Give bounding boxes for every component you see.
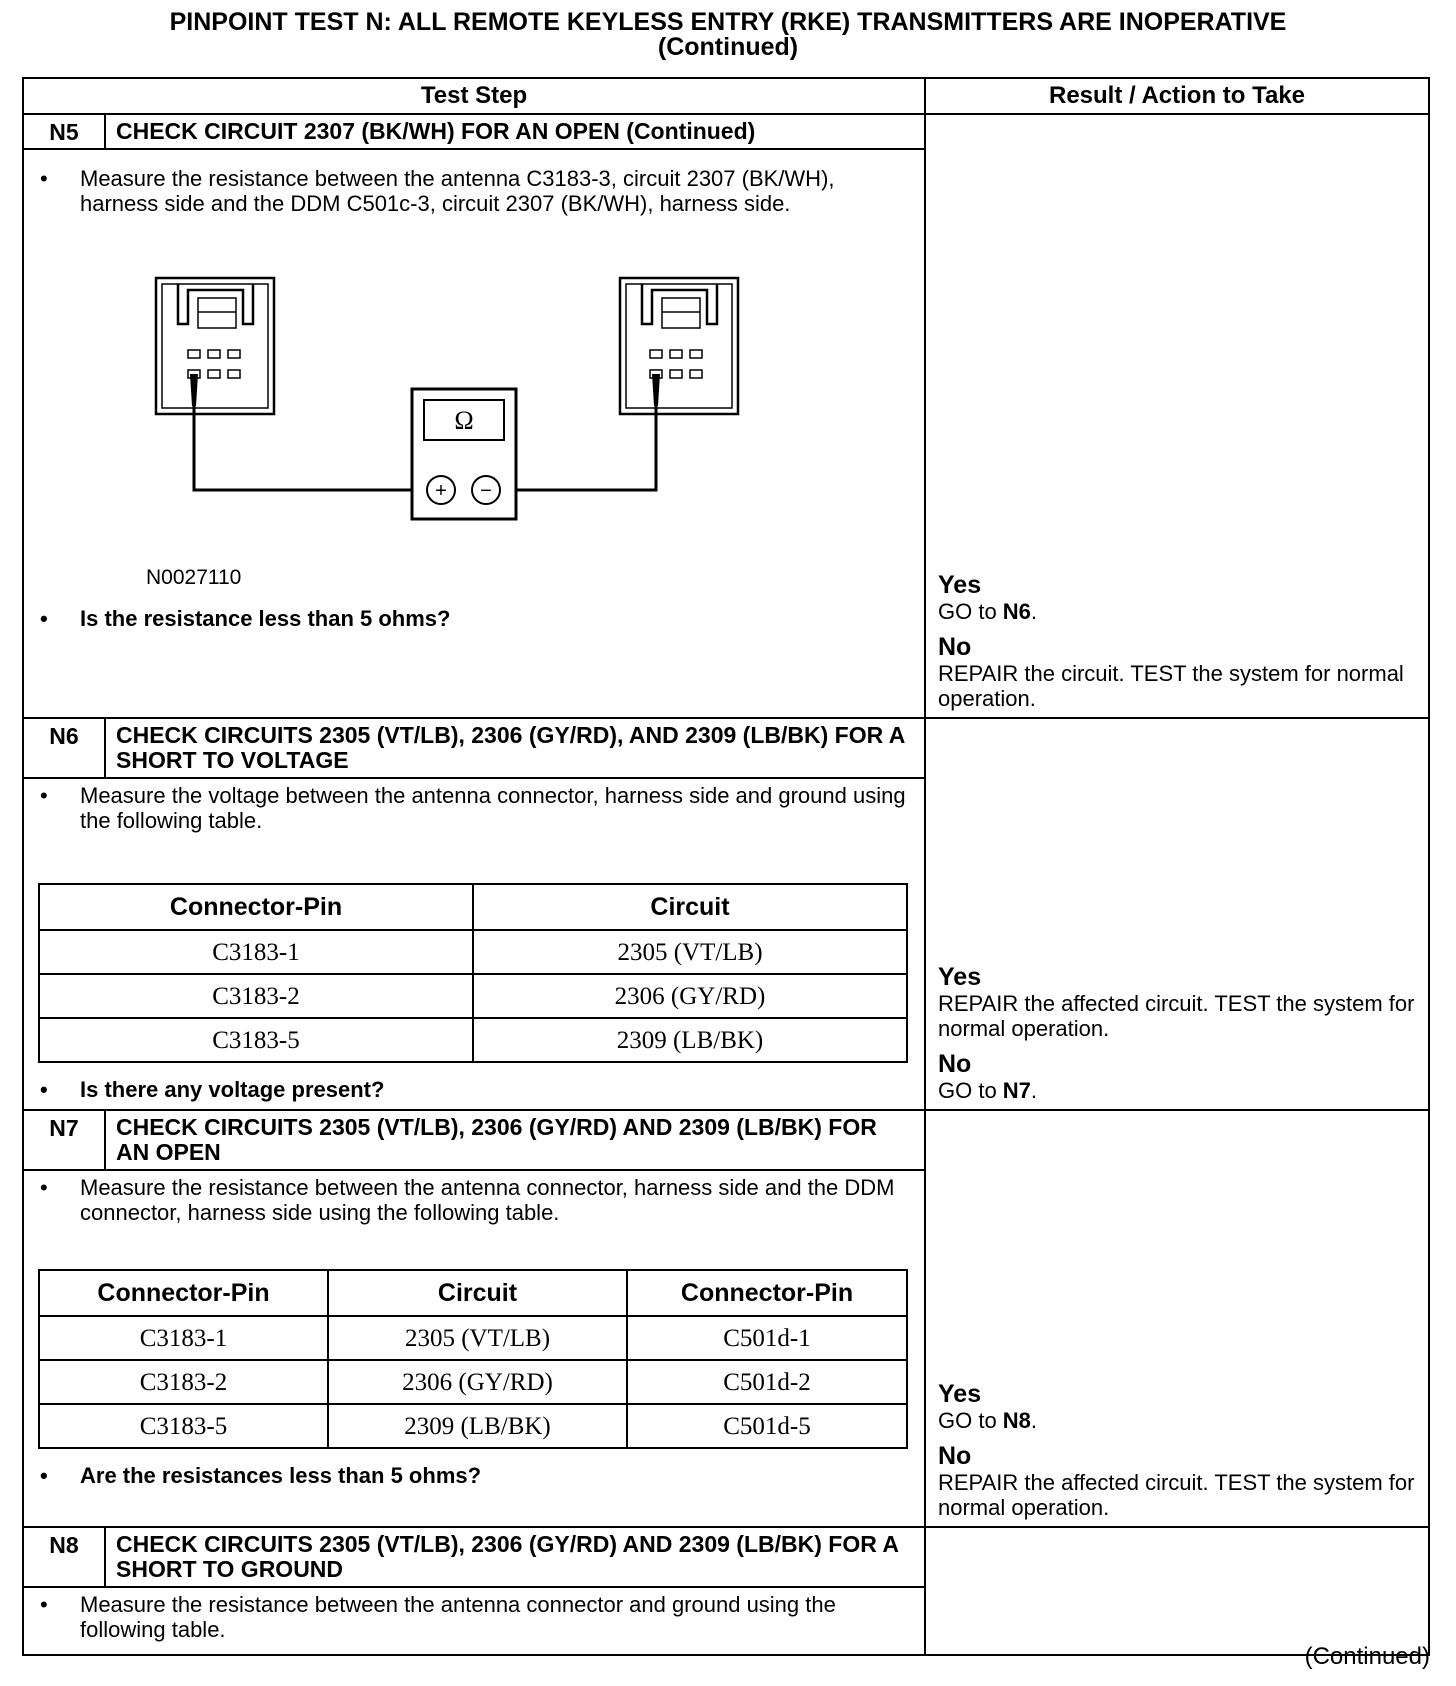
ddm-connector-icon xyxy=(620,278,738,414)
title-line-1: PINPOINT TEST N: ALL REMOTE KEYLESS ENTRY (RKE) TRANSMITTERS ARE INOPERATIVE xyxy=(169,8,1287,36)
lead-negative xyxy=(498,406,656,490)
step-n5-question: • Is the resistance less than 5 ohms? xyxy=(40,606,451,631)
col-connector-pin: Connector-Pin xyxy=(39,884,473,930)
step-n8-id: N8 xyxy=(23,1527,105,1587)
antenna-connector-icon xyxy=(156,278,274,414)
step-n6-title-row xyxy=(23,718,1429,778)
col-connector-pin-ddm: Connector-Pin xyxy=(627,1270,907,1316)
step-n6-id: N6 xyxy=(23,718,105,778)
col-connector-pin: Connector-Pin xyxy=(39,1270,328,1316)
step-n6-yes-action: REPAIR the affected circuit. TEST the system for normal operation. xyxy=(938,991,1415,1041)
minus-terminal: − xyxy=(480,480,492,502)
title-line-2: (Continued) xyxy=(657,33,799,61)
step-n7-table xyxy=(38,1269,908,1449)
step-n8-result xyxy=(925,1527,1429,1655)
step-n6-no-action: GO to N7. xyxy=(938,1078,1038,1103)
table-row: C3183-2 2306 (GY/RD) C501d-2 xyxy=(39,1360,907,1404)
step-n7-table-header xyxy=(39,1270,907,1316)
probe-right xyxy=(652,374,660,406)
step-n5-yes-link[interactable]: N6 xyxy=(1002,599,1031,624)
step-n5-yes-action: GO to N6. xyxy=(938,599,1038,624)
header-result: Result / Action to Take xyxy=(925,78,1429,114)
table-row: C3183-1 2305 (VT/LB) C501d-1 xyxy=(39,1316,907,1360)
table-row: C3183-5 2309 (LB/BK) xyxy=(39,1018,907,1062)
step-n5-instruction: • Measure the resistance between the antenna C3183-3, circuit 2307 (BK/WH), harness side and the DDM C501c-3, circuit 2307 (BK/WH), harness side. xyxy=(40,166,835,216)
probe-left xyxy=(190,374,198,406)
bullet-icon: • xyxy=(40,606,48,631)
step-n6-instruction: • Measure the voltage between the antenna connector, harness side and ground using the following table. xyxy=(40,783,906,833)
step-n8-title-row xyxy=(23,1527,1429,1587)
step-n7-title-row xyxy=(23,1110,1429,1170)
pinpoint-test-table xyxy=(22,77,1430,1656)
bullet-icon: • xyxy=(40,1175,48,1200)
lead-positive xyxy=(194,406,428,490)
table-row: C3183-5 2309 (LB/BK) C501d-5 xyxy=(39,1404,907,1448)
table-row: C3183-1 2305 (VT/LB) xyxy=(39,930,907,974)
step-n7-no-label: No xyxy=(938,1442,972,1470)
step-n8-instruction: • Measure the resistance between the antenna connector and ground using the following table. xyxy=(40,1592,836,1642)
bullet-icon: • xyxy=(40,166,48,191)
col-circuit: Circuit xyxy=(328,1270,627,1316)
step-n6-result xyxy=(925,718,1429,1110)
step-n5-title: CHECK CIRCUIT 2307 (BK/WH) FOR AN OPEN (Continued) xyxy=(105,114,925,149)
plus-terminal: + xyxy=(435,480,447,502)
footer-continued: (Continued) xyxy=(1304,1643,1430,1670)
step-n6-question: • Is there any voltage present? xyxy=(40,1077,385,1102)
step-n5-body xyxy=(23,149,925,718)
step-n6-table xyxy=(38,883,908,1063)
step-n7-result xyxy=(925,1110,1429,1527)
connector-wiring-diagram xyxy=(38,276,858,546)
step-n6-yes-label: Yes xyxy=(938,963,982,991)
step-n7-yes-link[interactable]: N8 xyxy=(1002,1408,1031,1433)
step-n7-body xyxy=(23,1170,925,1527)
step-n5-no-action: REPAIR the circuit. TEST the system for normal operation. xyxy=(938,661,1404,711)
step-n8-body xyxy=(23,1587,925,1655)
step-n5-id: N5 xyxy=(23,114,105,149)
step-n5-yes-label: Yes xyxy=(938,571,982,599)
page-title xyxy=(0,10,1456,60)
header-test-step: Test Step xyxy=(23,78,925,114)
step-n5-no-label: No xyxy=(938,633,972,661)
step-n7-title: CHECK CIRCUITS 2305 (VT/LB), 2306 (GY/RD) AND 2309 (LB/BK) FOR AN OPEN xyxy=(105,1110,925,1170)
bullet-icon: • xyxy=(40,1592,48,1617)
step-n7-yes-action: GO to N8. xyxy=(938,1408,1038,1433)
step-n5-title-row xyxy=(23,114,1429,149)
table-header-row xyxy=(23,78,1429,114)
ohmmeter-icon xyxy=(412,389,516,519)
figure-code: N0027110 xyxy=(146,566,242,589)
step-n6-table-header xyxy=(39,884,907,930)
step-n6-no-label: No xyxy=(938,1050,972,1078)
step-n6-body xyxy=(23,778,925,1110)
step-n7-id: N7 xyxy=(23,1110,105,1170)
bullet-icon: • xyxy=(40,1463,48,1488)
table-row: C3183-2 2306 (GY/RD) xyxy=(39,974,907,1018)
meter-symbol: Ω xyxy=(454,406,474,435)
step-n7-no-action: REPAIR the affected circuit. TEST the system for normal operation. xyxy=(938,1470,1415,1520)
step-n7-question: • Are the resistances less than 5 ohms? xyxy=(40,1463,482,1488)
step-n7-instruction: • Measure the resistance between the antenna connector, harness side and the DDM connector, harness side using the following table. xyxy=(40,1175,895,1225)
step-n8-title: CHECK CIRCUITS 2305 (VT/LB), 2306 (GY/RD) AND 2309 (LB/BK) FOR A SHORT TO GROUND xyxy=(105,1527,925,1587)
bullet-icon: • xyxy=(40,783,48,808)
col-circuit: Circuit xyxy=(473,884,907,930)
step-n6-title: CHECK CIRCUITS 2305 (VT/LB), 2306 (GY/RD), AND 2309 (LB/BK) FOR A SHORT TO VOLTAGE xyxy=(105,718,925,778)
bullet-icon: • xyxy=(40,1077,48,1102)
step-n5-result xyxy=(925,114,1429,718)
ohmmeter-diagram xyxy=(38,276,858,606)
step-n7-yes-label: Yes xyxy=(938,1380,982,1408)
step-n6-no-link[interactable]: N7 xyxy=(1002,1078,1031,1103)
